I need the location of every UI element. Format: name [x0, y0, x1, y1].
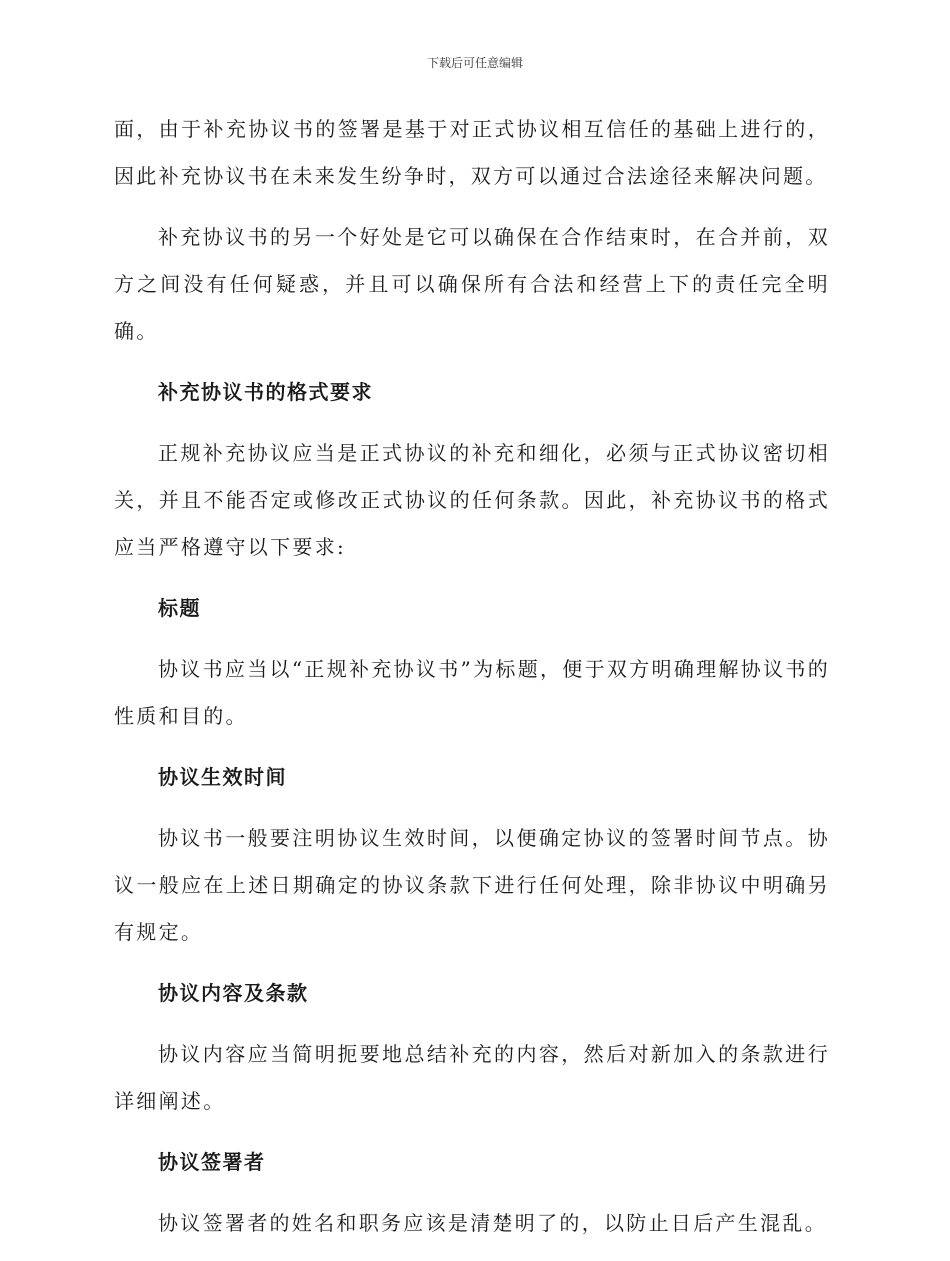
heading-title: 标题 — [158, 596, 201, 620]
paragraph-title: 协议书应当以“正规补充协议书”为标题，便于双方明确理解协议书的性质和目的。 — [114, 657, 830, 728]
paragraph-continuation: 面，由于补充协议书的签署是基于对正式协议相互信任的基础上进行的，因此补充协议书在未来发生纷争时，双方可以通过合法途径来解决问题。 — [114, 117, 830, 188]
heading-effective-time: 协议生效时间 — [158, 765, 287, 789]
document-body — [114, 106, 830, 1261]
heading-content-terms: 协议内容及条款 — [158, 981, 309, 1005]
heading-format-requirements: 补充协议书的格式要求 — [158, 380, 373, 404]
paragraph-format-intro: 正规补充协议应当是正式协议的补充和细化，必须与正式协议密切相关，并且不能否定或修改正式协议的任何条款。因此，补充协议书的格式应当严格遵守以下要求: — [114, 441, 830, 559]
paragraph-signers: 协议签署者的姓名和职务应该是清楚明了的，以防止日后产生混乱。 — [158, 1211, 827, 1235]
page-header: 下载后可任意编辑 — [426, 56, 523, 70]
paragraph-content-terms: 协议内容应当简明扼要地总结补充的内容，然后对新加入的条款进行详细阐述。 — [114, 1042, 830, 1113]
paragraph-advantage: 补充协议书的另一个好处是它可以确保在合作结束时，在合并前，双方之间没有任何疑惑，并且可以确保所有合法和经营上下的责任完全明确。 — [114, 225, 830, 343]
paragraph-effective-time: 协议书一般要注明协议生效时间，以便确定协议的签署时间节点。协议一般应在上述日期确定的协议条款下进行任何处理，除非协议中明确另有规定。 — [114, 826, 830, 944]
heading-signers: 协议签署者 — [158, 1150, 266, 1174]
